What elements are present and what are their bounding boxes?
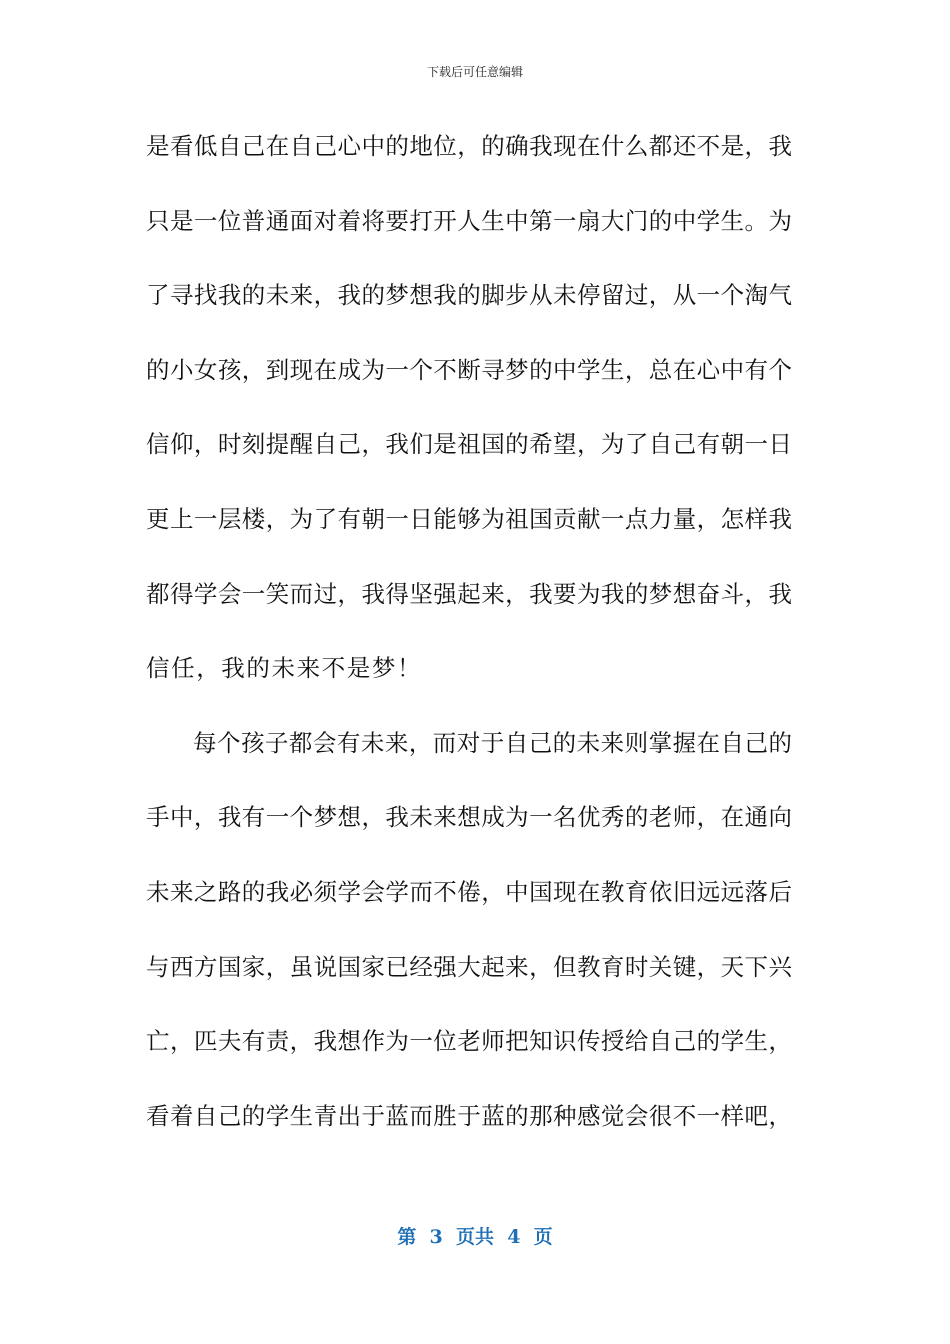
text-line: 亡，匹夫有责，我想作为一位老师把知识传授给自己的学生， xyxy=(146,1027,792,1056)
paragraph-start-line: 每个孩子都会有未来，而对于自己的未来则掌握在自己的 xyxy=(193,728,792,757)
text-line: 未来之路的我必须学会学而不倦，中国现在教育依旧远远落后 xyxy=(146,877,792,906)
text-line: 的小女孩，到现在成为一个不断寻梦的中学生，总在心中有个 xyxy=(146,355,792,384)
text-line: 看着自己的学生青出于蓝而胜于蓝的那种感觉会很不一样吧， xyxy=(146,1101,792,1130)
text-line: 只是一位普通面对着将要打开人生中第一扇大门的中学生。为 xyxy=(146,206,792,235)
text-line: 更上一层楼，为了有朝一日能够为祖国贡献一点力量，怎样我 xyxy=(146,504,792,533)
text-line: 与西方国家，虽说国家已经强大起来，但教育时关键，天下兴 xyxy=(146,952,792,981)
text-line: 信任，我的未来不是梦！ xyxy=(146,654,423,683)
text-line: 是看低自己在自己心中的地位，的确我现在什么都还不是，我 xyxy=(146,132,792,160)
text-line: 信仰，时刻提醒自己，我们是祖国的希望，为了自己有朝一日 xyxy=(146,430,792,459)
text-line: 手中，我有一个梦想，我未来想成为一名优秀的老师，在通向 xyxy=(146,803,792,832)
document-body xyxy=(146,120,792,1164)
text-line: 了寻找我的未来，我的梦想我的脚步从未停留过，从一个淘气 xyxy=(146,281,792,310)
text-line: 都得学会一笑而过，我得坚强起来，我要为我的梦想奋斗，我 xyxy=(146,579,792,608)
page-header: 下载后可任意编辑 xyxy=(426,65,523,79)
page-number-footer: 第 3 页共 4 页 xyxy=(397,1226,553,1248)
